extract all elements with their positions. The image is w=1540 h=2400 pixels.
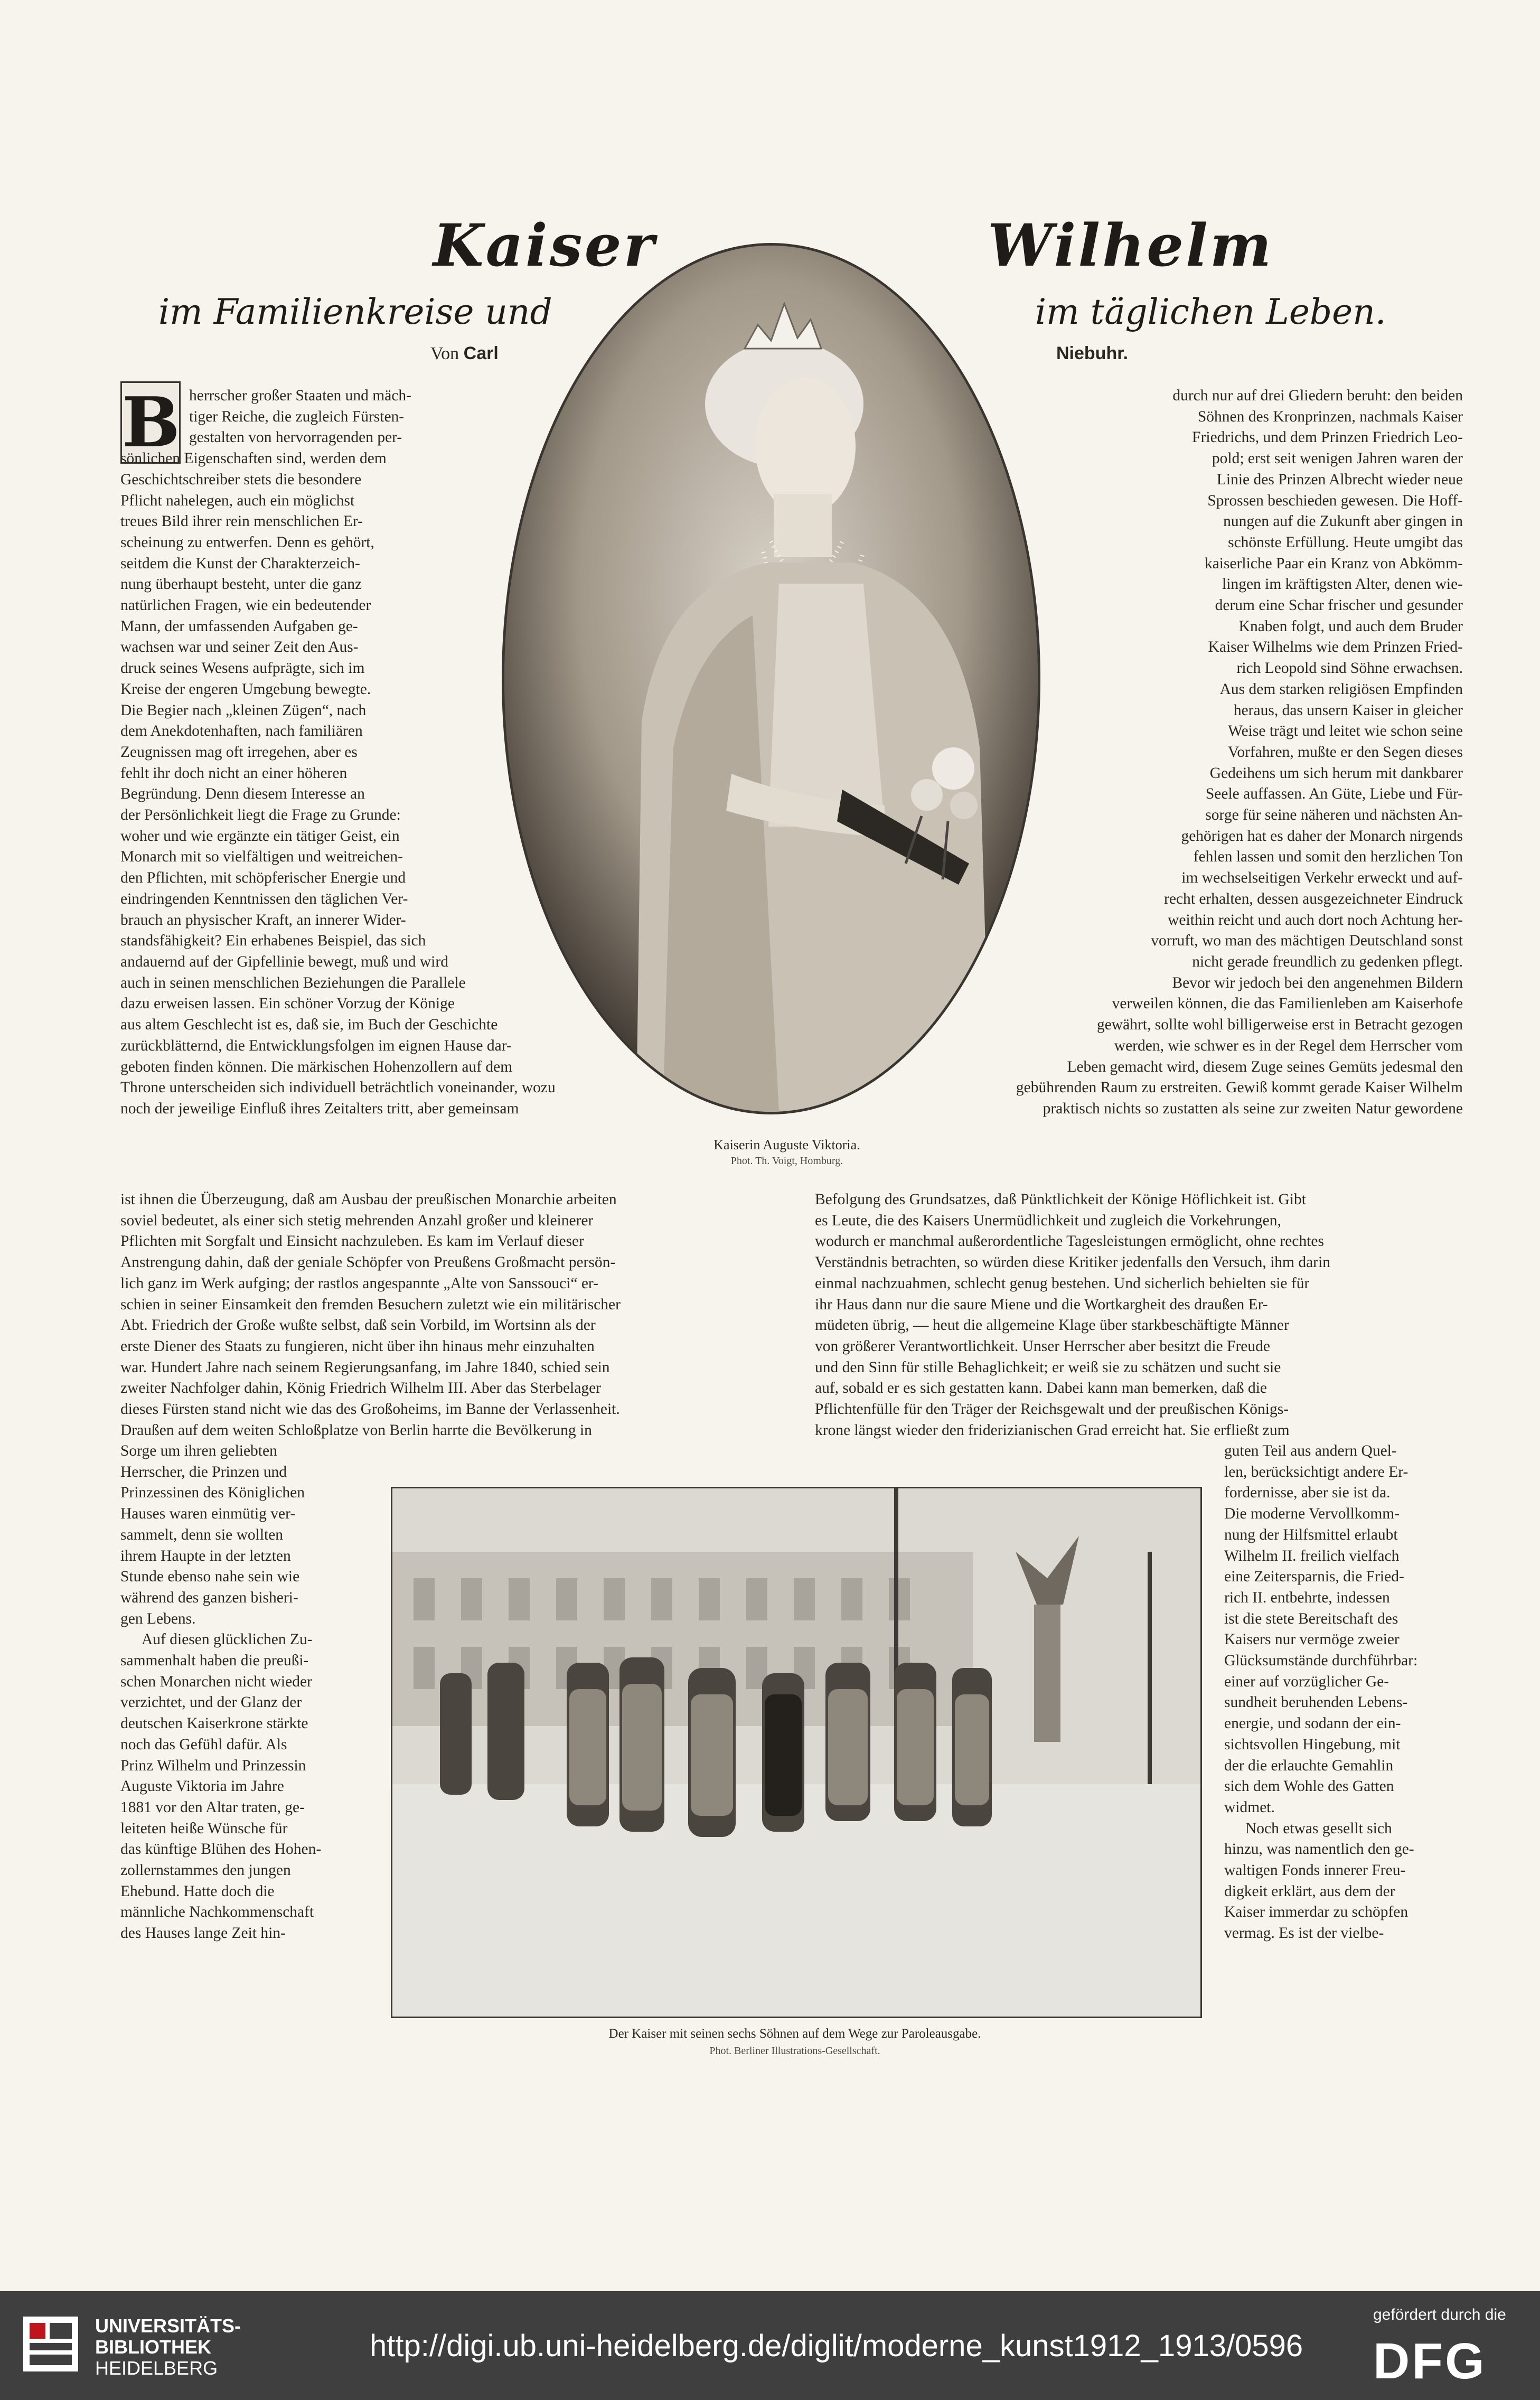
text-line: wodurch er manchmal außerordentliche Tagesleistungen ermöglicht, ohne rechtes <box>815 1233 1324 1250</box>
text-line: gestalten von hervorragenden per- <box>189 429 402 446</box>
text-line: lingen im kräftigsten Alter, denen wie- <box>1222 576 1463 593</box>
text-line: ist ihnen die Überzeugung, daß am Ausbau der preußischen Monarchie arbeiten <box>120 1191 617 1208</box>
text-line: Söhnen des Kronprinzen, nachmals Kaiser <box>1197 408 1463 425</box>
text-line: Linie des Prinzen Albrecht wieder neue <box>1216 471 1463 488</box>
text-line: druck seines Wesens aufprägte, sich im <box>120 660 365 677</box>
text-line: Prinz Wilhelm und Prinzessin <box>120 1757 306 1774</box>
text-line: Weise trägt und leitet wie schon seine <box>1228 723 1463 740</box>
text-line: vermag. Es ist der vielbe- <box>1224 1925 1384 1942</box>
text-line: sich dem Wohle des Gatten <box>1224 1778 1394 1795</box>
text-line: Auf diesen glücklichen Zu- <box>142 1631 313 1648</box>
text-line: weithin reicht und auch dort noch Achtung her- <box>1168 911 1463 929</box>
group-photo-caption: Der Kaiser mit seinen sechs Söhnen auf dem Wege zur Paroleausgabe. <box>608 2027 981 2041</box>
text-line: zweiter Nachfolger dahin, König Friedrich Wilhelm III. Aber das Sterbelager <box>120 1380 601 1397</box>
text-line: Seele auffassen. An Güte, Liebe und Für- <box>1205 785 1463 803</box>
text-line: geboten finden können. Die märkischen Hohenzollern auf dem <box>120 1058 513 1075</box>
text-line: praktisch nichts so zustatten als seine zur zweiten Natur gewordene <box>1043 1100 1463 1117</box>
text-line: Kaisers nur vermöge zweier <box>1224 1631 1400 1648</box>
text-line: deutschen Kaiserkrone stärkte <box>120 1715 308 1732</box>
text-line: dazu erweisen lassen. Ein schöner Vorzug der Könige <box>120 995 455 1012</box>
text-line: das künftige Blühen des Hohen- <box>120 1841 322 1858</box>
text-line: waltigen Fonds innerer Freu- <box>1224 1862 1406 1879</box>
text-line: Vorfahren, mußte er den Segen dieses <box>1227 743 1463 761</box>
byline-prefix: Von <box>430 344 459 363</box>
portrait-caption: Kaiserin Auguste Viktoria. <box>713 1137 860 1152</box>
text-line: während des ganzen bisheri- <box>120 1589 298 1606</box>
text-line: Die moderne Vervollkomm- <box>1224 1505 1400 1523</box>
text-line: Stunde ebenso nahe sein wie <box>120 1568 300 1586</box>
text-line: erste Diener des Staats zu fungieren, nicht über ihn hinaus mehr einzuhalten <box>120 1337 595 1355</box>
text-line: pold; erst seit wenigen Jahren waren der <box>1212 450 1463 467</box>
text-line: einer auf vorzüglicher Ge- <box>1224 1673 1389 1690</box>
text-line: derum eine Schar frischer und gesunder <box>1215 597 1463 614</box>
text-line: Glücksumstände durchführbar: <box>1224 1652 1418 1670</box>
text-line: digkeit erklärt, aus dem der <box>1224 1882 1395 1900</box>
text-line: gebührenden Raum zu erstreiten. Gewiß kommt gerade Kaiser Wilhelm <box>1016 1079 1463 1096</box>
group-photo-illustration <box>392 1488 1200 2017</box>
text-line: aus altem Geschlecht ist es, daß sie, im Buch der Geschichte <box>120 1016 498 1034</box>
text-line: war. Hundert Jahre nach seinem Regierungsanfang, im Jahre 1840, schied sein <box>120 1358 610 1376</box>
title-wilhelm: Wilhelm <box>988 211 1274 279</box>
text-line: verzichtet, und der Glanz der <box>120 1694 302 1711</box>
text-line: nicht gerade freundlich zu gedenken pflegt. <box>1192 953 1463 970</box>
text-line: herrscher großer Staaten und mäch- <box>189 387 412 404</box>
text-line: andauernd auf der Gipfellinie bewegt, muß und wird <box>120 953 448 970</box>
text-line: dieses Fürsten stand nicht wie das des Großoheims, im Banne der Verlassenheit. <box>120 1401 620 1418</box>
text-line: eindringenden Kenntnissen den täglichen Ver- <box>120 890 408 907</box>
text-line: sorge für seine näheren und nächsten An- <box>1205 807 1463 824</box>
text-line: widmet. <box>1224 1798 1275 1816</box>
text-line: Sprossen beschieden gewesen. Die Hoff- <box>1207 492 1463 509</box>
text-line: gen Lebens. <box>120 1610 196 1627</box>
text-line: Zeugnissen mag oft irregehen, aber es <box>120 743 358 761</box>
text-line: recht erhalten, dessen ausgezeichneter Eindruck <box>1164 890 1463 907</box>
text-line: vorruft, wo man des mächtigen Deutschland sonst <box>1151 932 1463 950</box>
text-line: tiger Reiche, die zugleich Fürsten- <box>189 408 405 425</box>
text-line: fehlen lassen und somit den herzlichen Ton <box>1193 848 1463 866</box>
text-line: sichtsvollen Hingebung, mit <box>1224 1736 1401 1753</box>
text-line: rich Leopold sind Söhne erwachsen. <box>1236 660 1463 677</box>
document-url-link[interactable]: http://digi.ub.uni-heidelberg.de/diglit/moderne_kunst1912_1913/0596 <box>370 2329 1303 2363</box>
text-line: Abt. Friedrich der Große wußte selbst, daß sein Vorbild, im Wortsinn als der <box>120 1317 596 1334</box>
drop-cap-letter: B <box>122 382 180 463</box>
text-line: fordernisse, aber sie ist da. <box>1224 1484 1391 1502</box>
text-line: schien in seiner Einsamkeit den fremden Besuchern zuletzt wie ein militärischer <box>120 1296 621 1313</box>
library-line-1: UNIVERSITÄTS- <box>95 2315 241 2337</box>
text-line: auch in seinen menschlichen Beziehungen die Parallele <box>120 974 466 991</box>
text-line: Anstrengung dahin, daß der geniale Schöpfer von Preußens Großmacht persön- <box>120 1254 616 1271</box>
text-line: krone längst wieder den friderizianischen Grad erreicht hat. Sie erfließt zum <box>815 1421 1290 1439</box>
text-line: Verständnis betrachten, so würden diese Kritiker jedenfalls den Versuch, ihm darin <box>815 1254 1330 1271</box>
text-line: hinzu, was namentlich den ge- <box>1224 1841 1414 1858</box>
title-kaiser: Kaiser <box>433 211 656 279</box>
text-line: 1881 vor den Altar traten, ge- <box>120 1798 305 1816</box>
text-line: verweilen können, die das Familienleben am Kaiserhofe <box>1112 995 1463 1012</box>
right-column-bottom <box>1224 1441 1464 1944</box>
text-line: eine Zeitersparnis, die Fried- <box>1224 1568 1404 1586</box>
text-line: soviel bedeutet, als einer sich stetig mehrenden Anzahl großer und kleinerer <box>120 1212 594 1229</box>
text-line: der die erlauchte Gemahlin <box>1224 1757 1394 1774</box>
text-line: auf, sobald er es sich gestatten kann. Dabei kann man bemerken, daß die <box>815 1380 1267 1397</box>
text-line: guten Teil aus andern Quel- <box>1224 1442 1397 1459</box>
right-column-middle <box>815 1189 1464 1441</box>
group-photo <box>391 1487 1202 2018</box>
byline-first-name: Carl <box>463 343 499 363</box>
text-line: seitdem die Kunst der Charakterzeich- <box>120 555 360 572</box>
text-line: Throne unterscheiden sich individuell beträchtlich voneinander, wozu <box>120 1079 556 1096</box>
text-line: zurückblätternd, die Entwicklungsfolgen im eignen Hause dar- <box>120 1037 512 1054</box>
text-line: fehlt ihr doch nicht an einer höheren <box>120 764 348 782</box>
text-line: Aus dem starken religiösen Empfinden <box>1219 680 1463 698</box>
text-line: woher und wie ergänzte ein tätiger Geist, ein <box>120 827 400 845</box>
text-line: Die Begier nach „kleinen Zügen“, nach <box>120 701 367 719</box>
text-line: sammenhalt haben die preußi- <box>120 1652 309 1670</box>
text-line: scheinung zu entwerfen. Denn es gehört, <box>120 533 374 551</box>
text-line: müdeten übrig, — heut die allgemeine Klage über starkbeschäftigte Männer <box>815 1317 1289 1334</box>
text-line: Pflichtenfülle für den Träger der Reichsgewalt und der preußischen Königs- <box>815 1401 1289 1418</box>
portrait-credit: Phot. Th. Voigt, Homburg. <box>730 1155 843 1167</box>
text-line: Bevor wir jedoch bei den angenehmen Bildern <box>1172 974 1463 991</box>
text-line: der Persönlichkeit liegt die Frage zu Grunde: <box>120 807 401 824</box>
text-line: Kaiser Wilhelms wie dem Prinzen Fried- <box>1208 639 1463 656</box>
subtitle-left: im Familienkreise und <box>158 292 552 332</box>
text-line: Leben gemacht wird, diesem Zuge seines Gemüts jedesmal den <box>1067 1058 1463 1075</box>
text-line: des Hauses lange Zeit hin- <box>120 1925 286 1942</box>
library-line-2: BIBLIOTHEK <box>95 2336 211 2358</box>
text-line: werden, wie schwer es in der Regel dem Herrscher vom <box>1114 1037 1463 1054</box>
library-line-3: HEIDELBERG <box>95 2357 218 2379</box>
text-line: Gedeihens um sich herum mit dankbarer <box>1209 764 1463 782</box>
text-line: männliche Nachkommenschaft <box>120 1904 314 1921</box>
text-line: durch nur auf drei Gliedern beruht: den beiden <box>1172 387 1463 404</box>
text-line: zollernstammes den jungen <box>120 1862 291 1879</box>
text-line: Friedrichs, und dem Prinzen Friedrich Leo- <box>1192 429 1463 446</box>
text-line: Mann, der umfassenden Aufgaben ge- <box>120 617 358 635</box>
left-column-top <box>120 386 670 1120</box>
text-line: Geschichtschreiber stets die besondere <box>120 471 362 488</box>
text-line: ist die stete Bereitschaft des <box>1224 1610 1398 1627</box>
left-column-middle <box>120 1189 762 1441</box>
text-line: natürlichen Fragen, wie ein bedeutender <box>120 597 371 614</box>
text-line: Hauses waren einmütig ver- <box>120 1505 296 1523</box>
text-line: nungen auf die Zukunft aber gingen in <box>1223 513 1463 530</box>
subtitle-right: im täglichen Leben. <box>1035 292 1386 332</box>
text-line: und den Sinn für stille Behaglichkeit; er weiß sie zu schätzen und sucht sie <box>815 1358 1281 1376</box>
byline-last-name: Niebuhr. <box>1056 343 1129 363</box>
text-line: Sorge um ihren geliebten <box>120 1442 277 1459</box>
text-line: wachsen war und seiner Zeit den Aus- <box>120 639 359 656</box>
text-line: Herrscher, die Prinzen und <box>120 1463 287 1480</box>
group-photo-credit: Phot. Berliner Illustrations-Gesellschaft. <box>709 2045 880 2057</box>
text-line: schen Monarchen nicht wieder <box>120 1673 312 1690</box>
library-name <box>95 2315 241 2379</box>
text-line: gewährt, sollte wohl billigerweise erst in Betracht gezogen <box>1096 1016 1463 1034</box>
text-line: Auguste Viktoria im Jahre <box>120 1778 284 1795</box>
text-line: standsfähigkeit? Ein erhabenes Beispiel, das sich <box>120 932 426 950</box>
text-line: Kaiser immerdar zu schöpfen <box>1224 1904 1408 1921</box>
text-line: den Pflichten, mit schöpferischer Energie und <box>120 869 406 887</box>
text-line: sundheit beruhenden Lebens- <box>1224 1694 1408 1711</box>
library-logo-icon <box>19 2312 82 2376</box>
text-line: Kreise der engeren Umgebung bewegte. <box>120 680 371 698</box>
text-line: noch das Gefühl dafür. Als <box>120 1736 287 1753</box>
text-line: nung überhaupt besteht, unter die ganz <box>120 576 362 593</box>
text-line: leiteten heiße Wünsche für <box>120 1820 288 1837</box>
text-line: heraus, das unsern Kaiser in gleicher <box>1233 701 1463 719</box>
byline-left <box>430 343 499 364</box>
text-line: sammelt, denn sie wollten <box>120 1526 284 1543</box>
text-line: es Leute, die des Kaisers Unermüdlichkeit und zugleich die Vorkehrungen, <box>815 1212 1281 1229</box>
text-line: Monarch mit so vielfältigen und weitreichen- <box>120 848 403 866</box>
text-line: noch der jeweilige Einfluß ihres Zeitalters tritt, aber gemeinsam <box>120 1100 519 1117</box>
text-line: treues Bild ihrer rein menschlichen Er- <box>120 513 363 530</box>
text-line: energie, und sodann der ein- <box>1224 1715 1401 1732</box>
footer-bar <box>0 2291 1540 2400</box>
text-line: ihrem Haupte in der letzten <box>120 1547 291 1564</box>
text-line: schönste Erfüllung. Heute umgibt das <box>1228 533 1463 551</box>
text-line: Pflichten mit Sorgfalt und Einsicht nachzuleben. Es kam im Verlauf dieser <box>120 1233 584 1250</box>
text-line: Ehebund. Hatte doch die <box>120 1882 275 1900</box>
text-line: ihr Haus dann nur die saure Miene und die Wortkargheit des draußen Er- <box>815 1296 1268 1313</box>
funded-by-label: gefördert durch die <box>1373 2306 1506 2323</box>
text-line: Pflicht nahelegen, auch ein möglichst <box>120 492 355 509</box>
text-line: einmal nachzuahmen, schlecht genug bestehen. Und sicherlich behielten sie für <box>815 1274 1310 1292</box>
text-line: brauch an physischer Kraft, an innerer Wider- <box>120 911 406 929</box>
right-column-top <box>908 386 1463 1120</box>
text-line: kaiserliche Paar ein Kranz von Abkömm- <box>1204 555 1463 572</box>
text-line: im wechselseitigen Verkehr erweckt und auf- <box>1181 869 1463 887</box>
text-line: gehörigen hat es daher der Monarch nirgends <box>1181 827 1463 845</box>
text-line: Knaben folgt, und auch dem Bruder <box>1238 617 1463 635</box>
text-line: Prinzessinen des Königlichen <box>120 1484 305 1502</box>
text-line: Draußen auf dem weiten Schloßplatze von Berlin harrte die Bevölkerung in <box>120 1421 592 1439</box>
text-line: Wilhelm II. freilich vielfach <box>1224 1547 1400 1564</box>
text-line: nung der Hilfsmittel erlaubt <box>1224 1526 1398 1543</box>
text-line: Begründung. Denn diesem Interesse an <box>120 785 365 803</box>
text-line: Befolgung des Grundsatzes, daß Pünktlichkeit der Könige Höflichkeit ist. Gibt <box>815 1191 1306 1208</box>
text-line: lich ganz im Werk aufging; der rastlos angespannte „Alte von Sanssouci“ er- <box>120 1274 598 1292</box>
text-line: sönlichen Eigenschaften sind, werden dem <box>120 450 387 467</box>
text-line: Noch etwas gesellt sich <box>1245 1820 1392 1837</box>
text-line: rich II. entbehrte, indessen <box>1224 1589 1390 1606</box>
text-line: dem Anekdotenhaften, nach familiären <box>120 723 363 740</box>
left-column-bottom <box>120 1441 363 1944</box>
text-line: len, berücksichtigt andere Er- <box>1224 1463 1408 1480</box>
dfg-logo: DFG <box>1373 2333 1487 2389</box>
text-line: von größerer Verantwortlichkeit. Unser Herrscher aber besitzt die Freude <box>815 1337 1270 1355</box>
